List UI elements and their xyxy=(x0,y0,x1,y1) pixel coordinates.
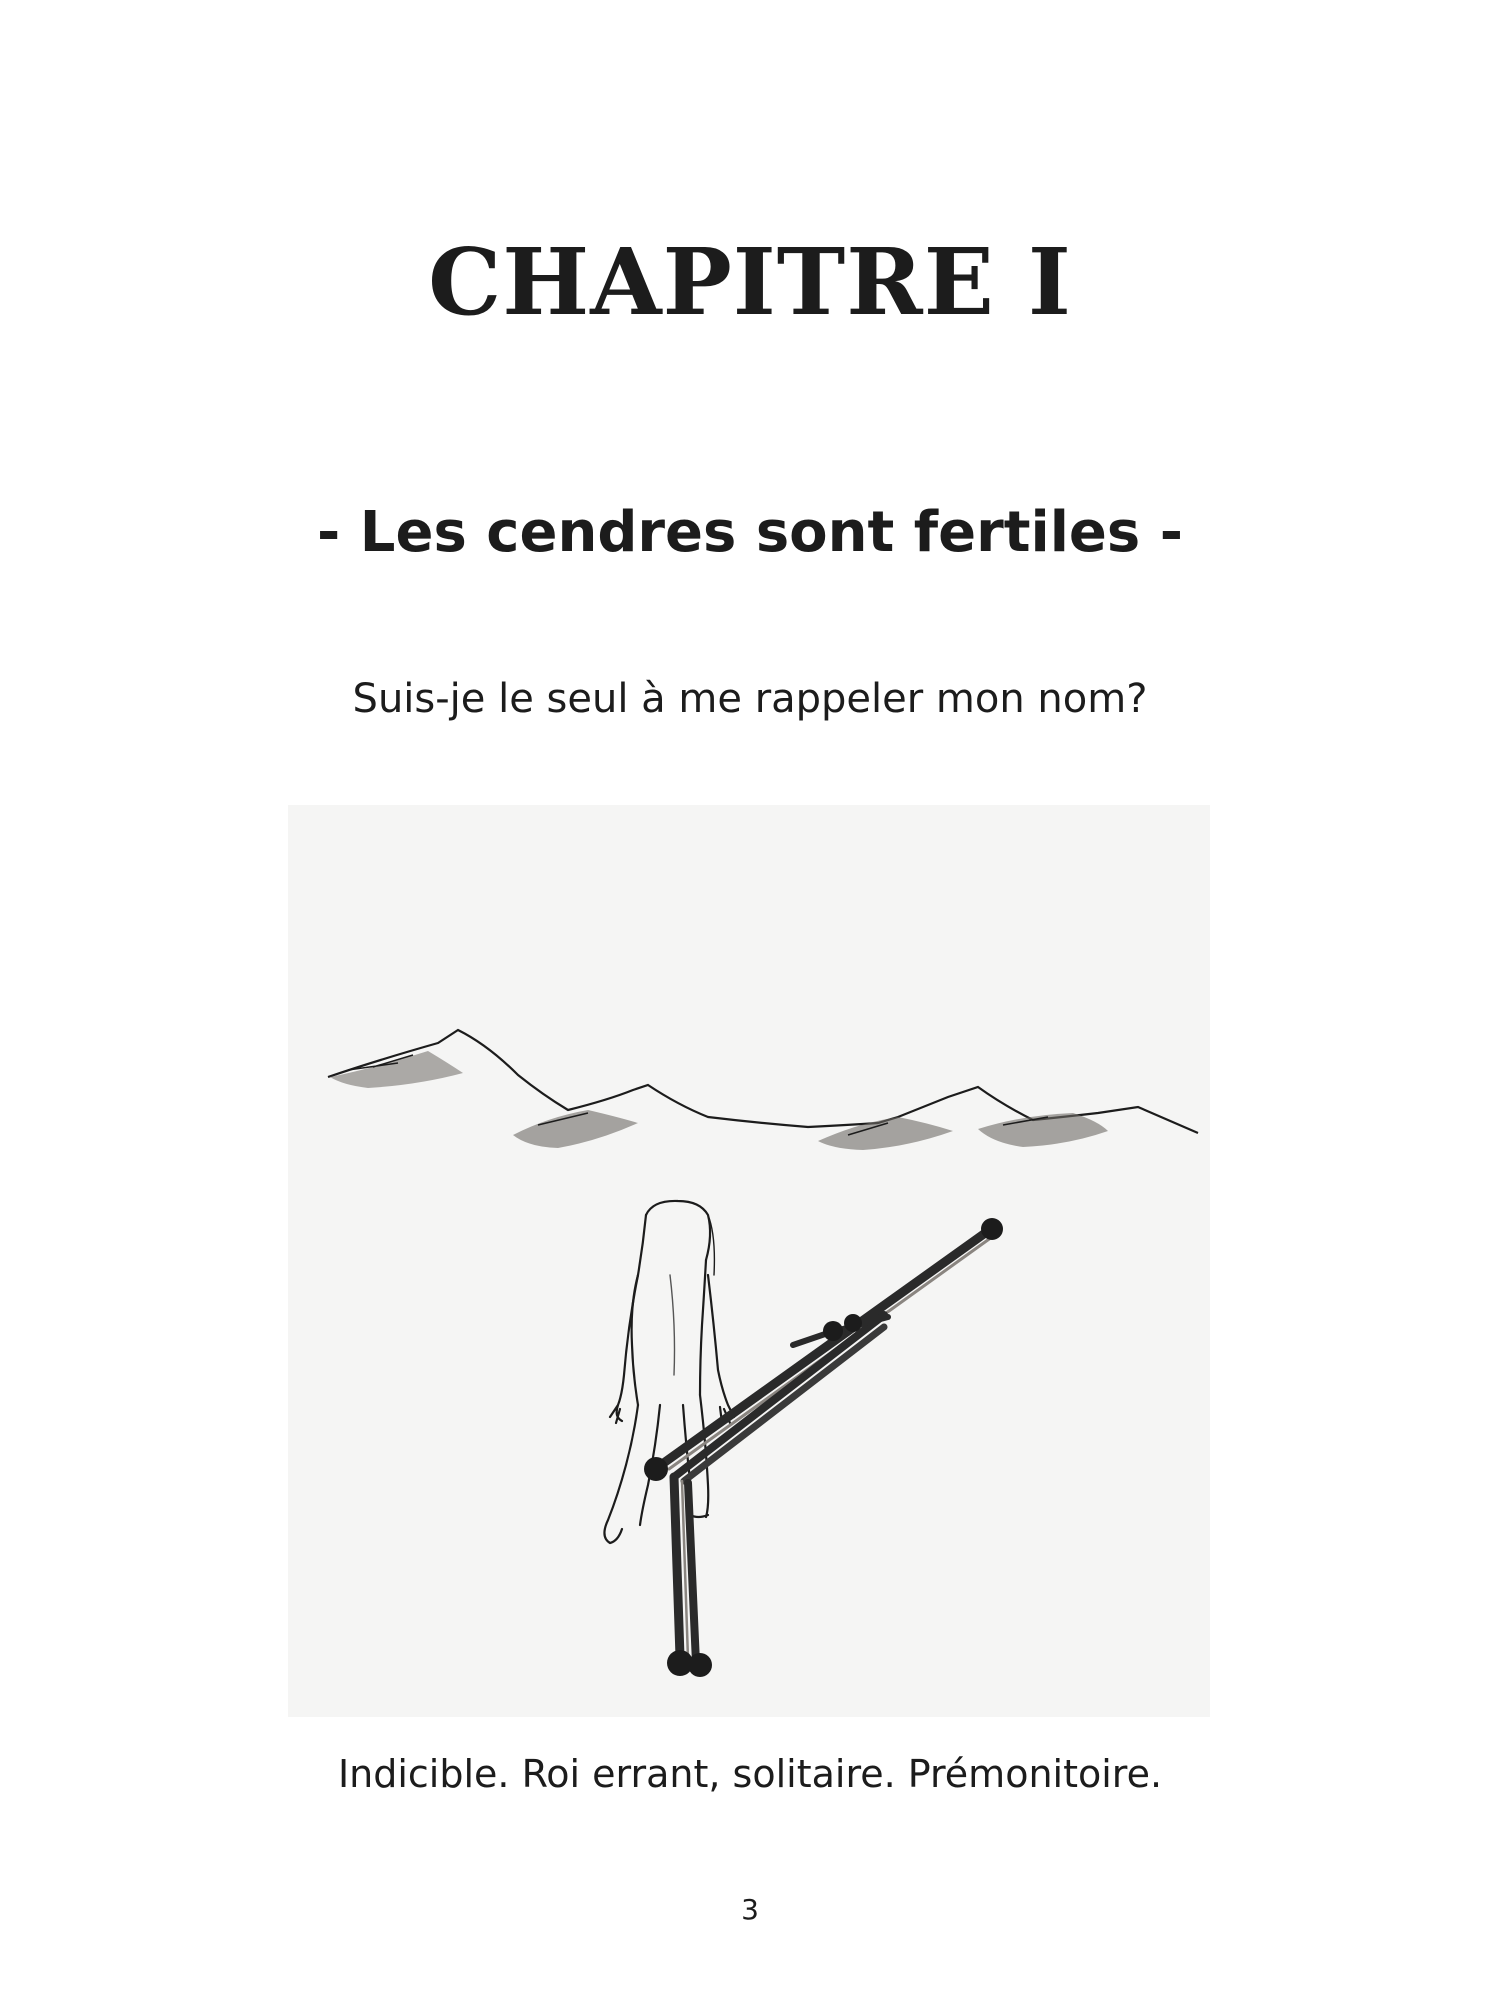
illustration-caption: Indicible. Roi errant, solitaire. Prémonitoire. xyxy=(337,1752,1163,1796)
ink-illustration xyxy=(288,805,1210,1717)
fallen-poles xyxy=(644,1218,1003,1677)
walking-figure xyxy=(604,1201,734,1543)
page-number: 3 xyxy=(741,1893,759,1926)
chapter-subtitle: - Les cendres sont fertiles - xyxy=(317,500,1183,565)
mountain-range xyxy=(328,1030,1198,1150)
epigraph: Suis-je le seul à me rappeler mon nom? xyxy=(352,676,1148,722)
chapter-title: CHAPITRE I xyxy=(428,228,1072,336)
